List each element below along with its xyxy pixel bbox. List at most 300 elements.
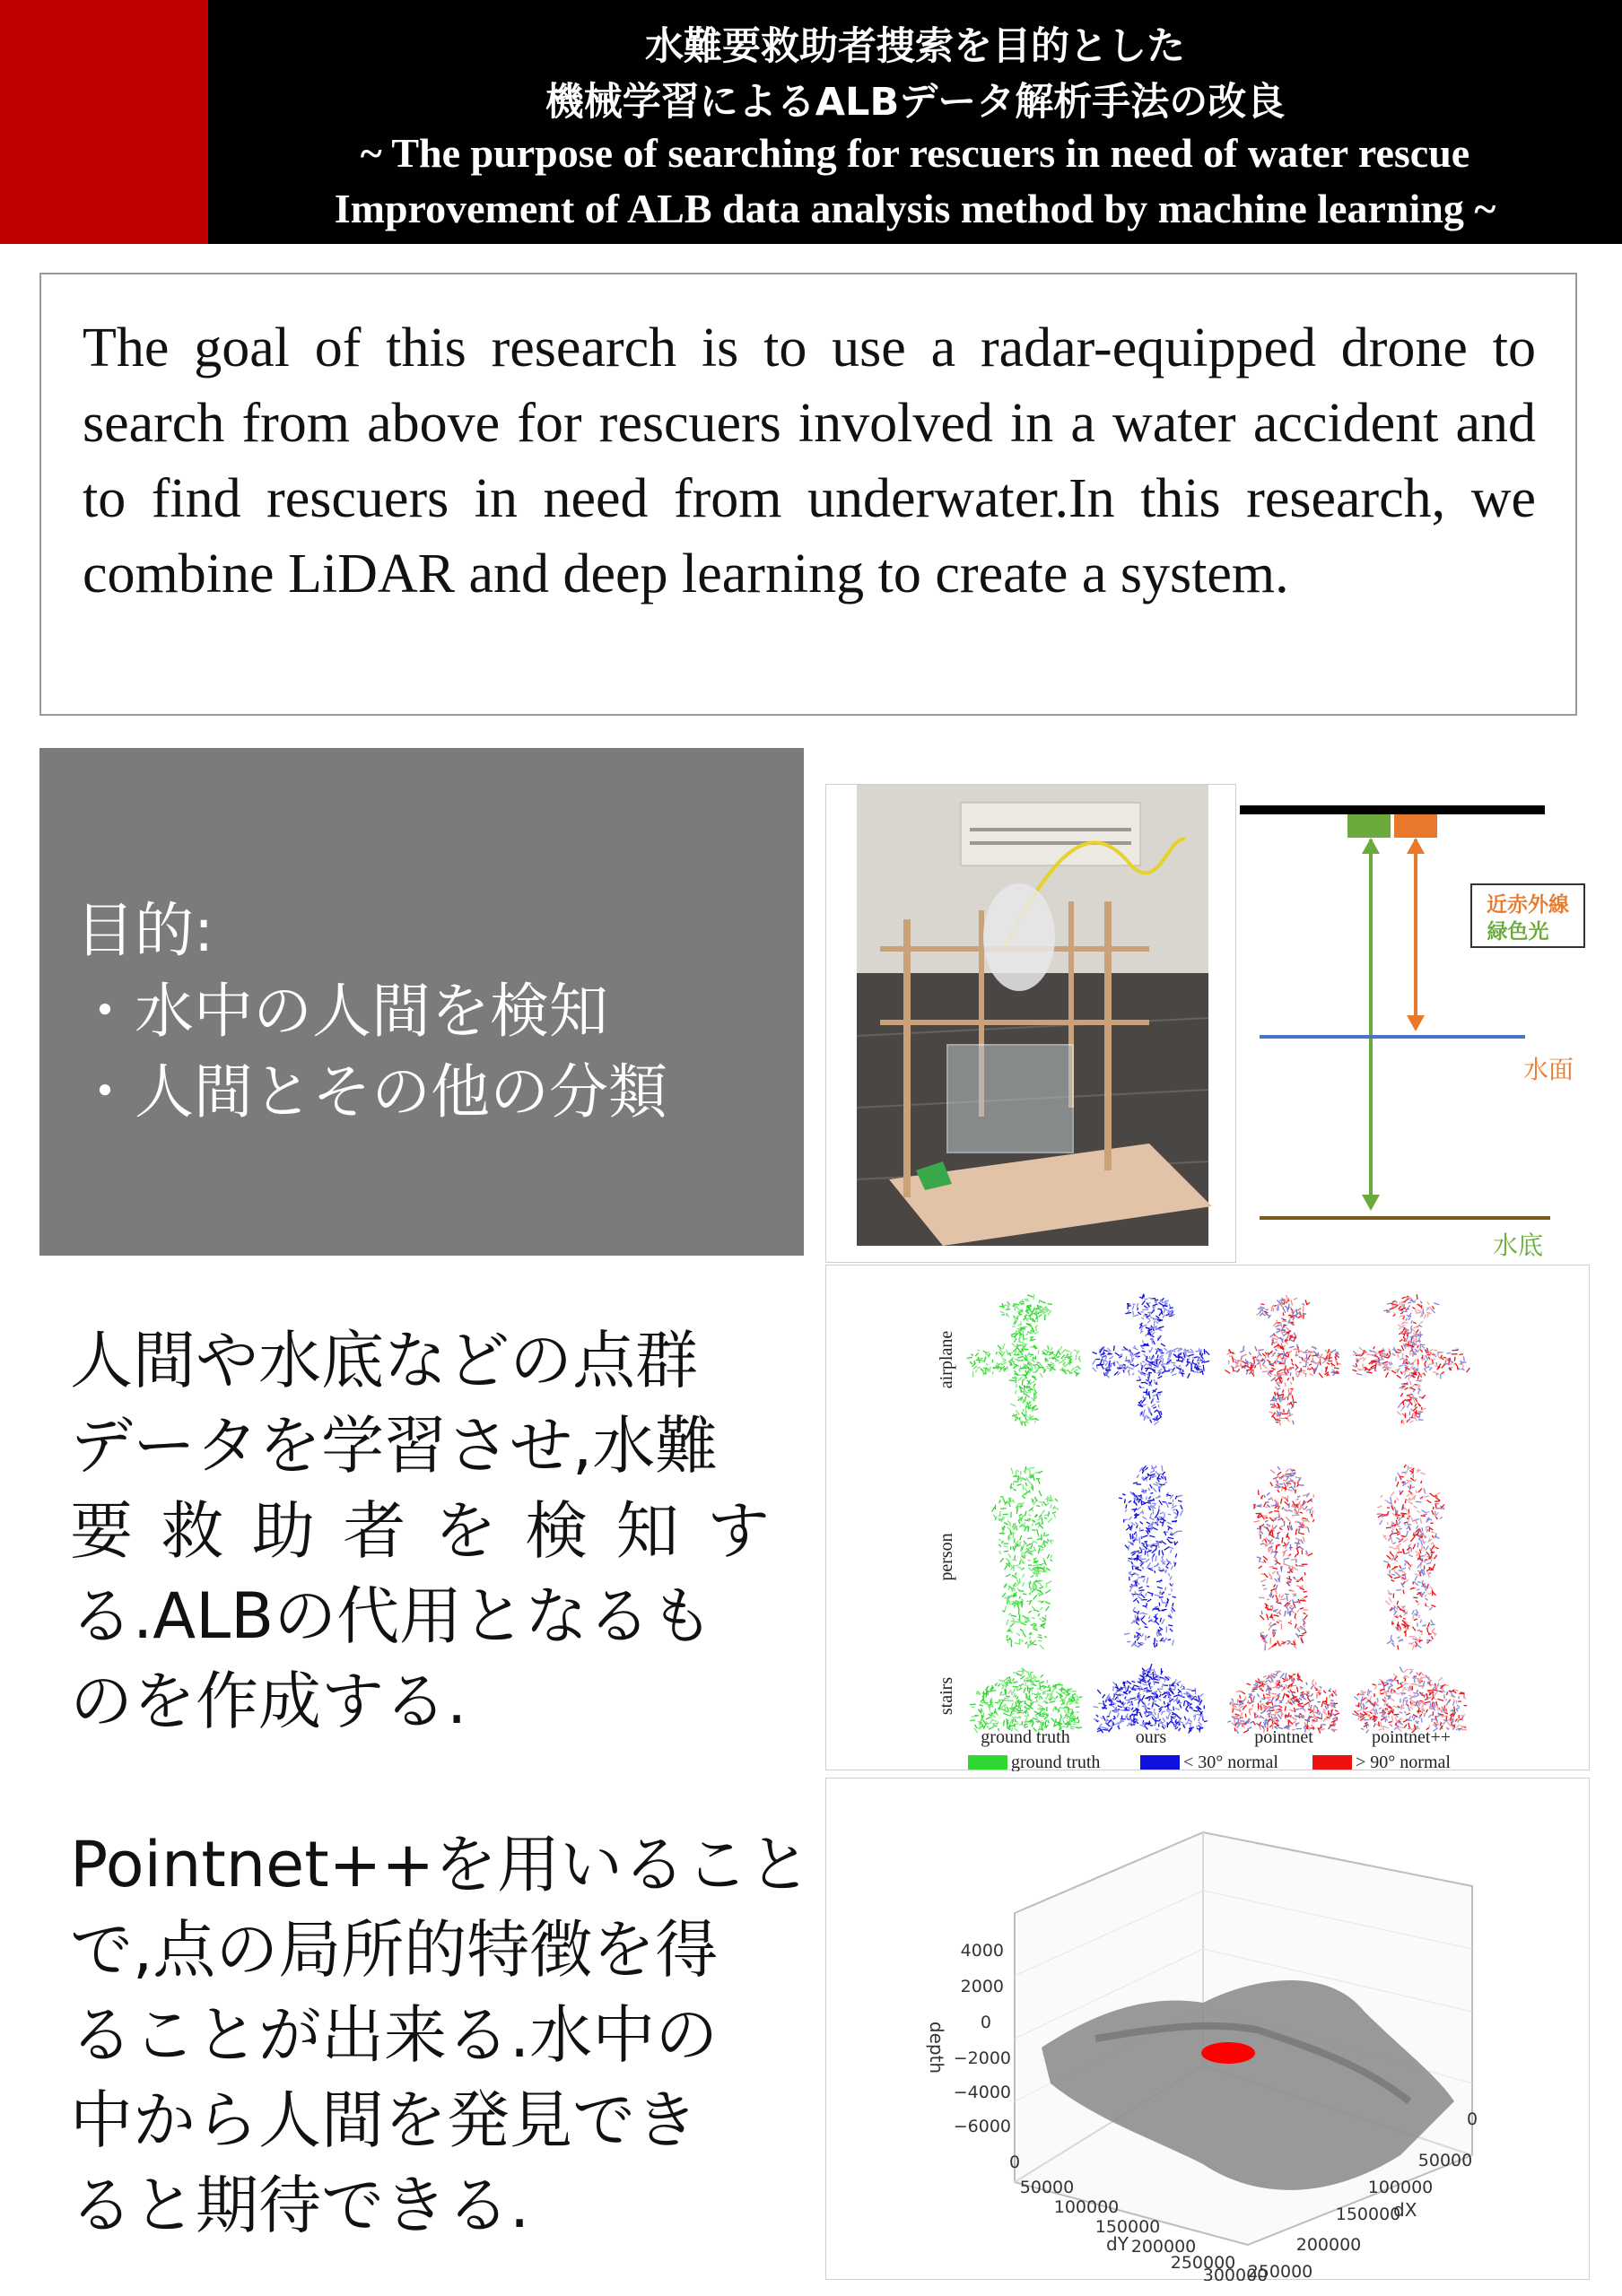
point-normal-mark [1420,1300,1422,1303]
point-normal-mark [1419,1420,1424,1421]
point-normal-mark [1403,1317,1405,1319]
point-normal-mark [1023,1544,1024,1548]
point-normal-mark [1194,1368,1199,1369]
point-normal-mark [1144,1688,1148,1690]
point-normal-mark [1289,1339,1294,1342]
point-normal-mark [1436,1362,1437,1365]
point-normal-mark [1158,1369,1163,1371]
point-normal-mark [1279,1476,1281,1479]
point-normal-mark [1279,1613,1281,1615]
point-normal-mark [1406,1713,1410,1715]
point-normal-mark [1143,1535,1148,1537]
point-normal-mark [1025,1466,1026,1472]
point-normal-mark [1432,1605,1436,1607]
point-normal-mark [1294,1509,1295,1511]
point-normal-mark [1435,1555,1437,1559]
point-normal-mark [1263,1556,1268,1560]
point-normal-mark [1422,1544,1423,1550]
point-normal-mark [1143,1684,1148,1685]
point-normal-mark [1142,1695,1145,1700]
abstract-box [39,273,1577,716]
point-normal-mark [1432,1628,1435,1631]
point-normal-mark [1142,1517,1147,1519]
point-normal-mark [1181,1505,1182,1509]
point-normal-mark [1264,1495,1265,1498]
point-normal-mark [1154,1418,1158,1419]
point-normal-mark [1403,1676,1408,1678]
point-normal-mark [1277,1383,1280,1387]
point-normal-mark [1030,1316,1031,1319]
point-normal-mark [1420,1321,1423,1323]
point-normal-mark [1125,1499,1126,1503]
point-normal-mark [1418,1489,1422,1493]
point-normal-mark [1366,1730,1369,1734]
point-normal-mark [1061,1687,1062,1692]
point-normal-mark [1033,1644,1037,1645]
point-normal-mark [1142,1673,1145,1674]
point-normal-mark [1297,1496,1300,1498]
point-normal-mark [1294,1577,1295,1579]
point-normal-mark [1321,1701,1323,1708]
point-normal-mark [1403,1669,1408,1673]
point-normal-mark [1281,1343,1282,1346]
point-normal-mark [1126,1356,1127,1361]
point-normal-mark [1418,1708,1419,1714]
point-normal-mark [1406,1579,1408,1582]
point-normal-mark [1411,1468,1414,1470]
point-normal-mark [1056,1696,1059,1699]
point-normal-mark [1269,1370,1274,1371]
point-normal-mark [1010,1404,1016,1406]
point-normal-mark [1308,1553,1313,1556]
point-normal-mark [1159,1597,1164,1598]
point-normal-mark [1016,1509,1017,1515]
point-normal-mark [1238,1719,1239,1725]
point-normal-mark [1415,1418,1417,1422]
point-normal-mark [1003,1498,1006,1503]
point-normal-mark [1157,1376,1162,1378]
point-normal-mark [1040,1618,1042,1620]
point-normal-mark [1294,1646,1296,1648]
point-normal-mark [1417,1543,1418,1547]
point-normal-mark [1094,1707,1099,1708]
point-normal-mark [1165,1364,1168,1365]
point-normal-mark [1150,1493,1153,1494]
point-normal-mark [1295,1564,1297,1566]
point-normal-mark [1410,1471,1413,1473]
point-normal-mark [1168,1625,1173,1626]
point-normal-mark [1102,1708,1107,1709]
point-normal-mark [1266,1718,1267,1725]
point-normal-mark [1391,1580,1395,1582]
point-normal-mark [1164,1309,1165,1313]
point-normal-mark [1426,1500,1431,1503]
point-normal-mark [1275,1361,1276,1363]
point-normal-mark [1133,1539,1136,1542]
point-normal-mark [1126,1527,1129,1530]
row-label-person: person [937,1533,956,1581]
point-normal-mark [1408,1501,1413,1504]
point-normal-mark [1186,1364,1189,1367]
point-normal-mark [1139,1695,1140,1700]
point-normal-mark [1436,1517,1438,1519]
point-normal-mark [1138,1496,1143,1499]
point-normal-mark [1260,1700,1261,1703]
point-normal-mark [1127,1707,1130,1709]
point-normal-mark [1021,1413,1025,1417]
point-normal-mark [1273,1630,1277,1631]
point-normal-mark [1156,1395,1158,1401]
point-normal-mark [1285,1382,1286,1386]
point-normal-mark [1007,1502,1010,1504]
point-normal-mark [1286,1374,1288,1375]
point-normal-mark [1399,1327,1400,1329]
point-normal-mark [1010,1623,1014,1627]
point-normal-mark [1412,1368,1416,1370]
point-normal-mark [1432,1510,1434,1515]
point-normal-mark [1328,1349,1330,1353]
point-normal-mark [1096,1366,1097,1369]
point-normal-mark [1283,1390,1284,1393]
point-normal-mark [977,1350,980,1351]
point-normal-mark [1261,1705,1262,1710]
point-normal-mark [1044,1715,1049,1719]
point-normal-mark [1395,1616,1398,1618]
point-normal-mark [1315,1354,1318,1355]
point-normal-mark [1000,1700,1004,1705]
point-normal-mark [1011,1358,1014,1359]
point-normal-mark [1412,1716,1413,1718]
point-normal-mark [1050,1687,1051,1692]
point-normal-mark [1267,1527,1269,1532]
point-normal-mark [1397,1412,1400,1415]
point-normal-mark [1461,1369,1465,1370]
point-normal-mark [1402,1420,1404,1424]
point-normal-mark [1142,1361,1145,1362]
point-normal-mark [1038,1545,1043,1547]
point-normal-mark [1426,1562,1431,1563]
point-normal-mark [1409,1387,1415,1390]
point-normal-mark [1271,1368,1276,1370]
point-normal-mark [1008,1690,1012,1694]
point-normal-mark [1240,1350,1244,1352]
point-normal-mark [1026,1544,1030,1547]
point-normal-mark [1275,1325,1280,1326]
water-bottom-label: 水底 [1493,1231,1544,1260]
point-normal-mark [1045,1535,1049,1536]
point-normal-mark [1039,1637,1042,1638]
point-normal-mark [1155,1718,1156,1721]
point-normal-mark [1167,1522,1172,1524]
point-normal-mark [1397,1686,1402,1689]
point-normal-mark [1148,1298,1152,1300]
point-normal-mark [1062,1359,1066,1361]
point-normal-mark [1279,1595,1280,1597]
point-normal-mark [1148,1377,1149,1380]
point-normal-mark [1427,1302,1429,1305]
point-normal-mark [1323,1691,1326,1693]
point-normal-mark [1201,1370,1205,1371]
point-normal-mark [1298,1628,1304,1630]
point-normal-mark [1297,1703,1303,1705]
point-normal-mark [1063,1720,1065,1724]
point-normal-mark [1001,1688,1004,1689]
point-normal-mark [1025,1703,1029,1706]
point-normal-mark [1158,1699,1161,1700]
point-normal-mark [967,1357,972,1358]
point-normal-mark [1280,1526,1284,1527]
point-normal-mark [1440,1517,1443,1518]
point-normal-mark [1157,1479,1159,1482]
point-normal-mark [1231,1366,1234,1368]
point-normal-mark [1413,1470,1414,1474]
point-normal-mark [1149,1616,1150,1620]
point-normal-mark [1015,1482,1017,1483]
point-normal-mark [1035,1365,1036,1370]
point-normal-mark [1148,1407,1150,1413]
point-normal-mark [1420,1350,1423,1352]
point-normal-mark [1304,1615,1308,1620]
point-normal-mark [1138,1611,1139,1614]
point-normal-mark [1115,1352,1120,1355]
point-normal-mark [1040,1373,1042,1378]
point-normal-mark [1158,1509,1160,1513]
point-normal-mark [1028,1611,1032,1613]
point-normal-mark [1382,1516,1388,1517]
point-normal-mark [1158,1517,1164,1518]
point-normal-mark [1033,1294,1034,1300]
point-normal-mark [1175,1553,1177,1557]
point-normal-mark [1011,1468,1013,1474]
point-normal-mark [1380,1520,1382,1525]
legend-nir-label: 近赤外線 [1487,893,1569,917]
point-normal-mark [1403,1539,1408,1543]
point-normal-mark [1253,1696,1254,1700]
point-normal-mark [1404,1365,1408,1368]
point-normal-mark [1142,1492,1146,1493]
point-normal-mark [1153,1674,1154,1677]
point-normal-mark [1426,1546,1428,1551]
point-normal-mark [1093,1360,1095,1365]
point-normal-mark [1167,1691,1169,1697]
point-normal-mark [1143,1325,1147,1326]
point-normal-mark [1396,1517,1401,1518]
point-normal-mark [1182,1370,1183,1372]
point-normal-mark [1318,1352,1319,1356]
point-normal-mark [1446,1352,1451,1353]
point-normal-mark [1264,1311,1268,1313]
point-normal-mark [1296,1586,1302,1587]
point-normal-mark [1298,1706,1304,1707]
point-normal-mark [1456,1729,1459,1730]
point-normal-mark [1040,1585,1043,1587]
point-normal-mark [1025,1334,1028,1335]
point-normal-mark [1022,1562,1025,1564]
point-normal-mark [1163,1718,1165,1721]
point-normal-mark [1023,1582,1025,1587]
point-normal-mark [1199,1722,1202,1726]
point-normal-mark [1007,1620,1008,1626]
point-normal-mark [999,1363,1002,1364]
point-normal-mark [1417,1380,1422,1381]
point-normal-mark [1147,1522,1150,1524]
point-normal-mark [1143,1476,1145,1481]
point-normal-mark [1173,1531,1178,1534]
point-normal-mark [1404,1711,1406,1713]
point-normal-mark [1456,1349,1459,1350]
point-normal-mark [1294,1298,1297,1300]
point-normal-mark [1288,1510,1292,1512]
point-normal-mark [1033,1542,1037,1544]
point-normal-mark [1390,1564,1391,1568]
point-normal-mark [1456,1709,1458,1712]
point-normal-mark [1413,1614,1414,1619]
point-normal-mark [1265,1539,1267,1544]
point-normal-mark [1034,1711,1039,1714]
point-normal-mark [1166,1502,1168,1508]
point-normal-mark [1137,1380,1141,1381]
point-normal-mark [1300,1587,1304,1589]
point-normal-mark [1400,1615,1402,1618]
point-normal-mark [1166,1710,1169,1712]
point-normal-mark [1447,1722,1451,1726]
point-normal-mark [1265,1352,1267,1355]
paragraph-2-line: ることが出来る.水中の [70,1998,719,2072]
point-normal-mark [1315,1690,1318,1691]
point-normal-mark [1013,1524,1015,1528]
point-normal-mark [1392,1706,1398,1708]
point-normal-mark [1402,1571,1406,1575]
point-normal-mark [1394,1577,1400,1578]
point-normal-mark [1407,1524,1411,1526]
point-normal-mark [1161,1721,1164,1726]
point-normal-mark [1139,1400,1141,1402]
point-normal-mark [1050,1701,1056,1703]
point-normal-mark [1051,1504,1052,1508]
point-normal-mark [1153,1341,1155,1345]
point-normal-mark [999,1694,1006,1695]
setup-photo [826,785,1237,1264]
point-normal-mark [1032,1339,1036,1341]
point-normal-mark [1131,1561,1133,1564]
point-normal-mark [1311,1693,1313,1696]
point-normal-mark [1164,1348,1168,1351]
point-normal-mark [1158,1543,1159,1548]
point-normal-mark [1029,1467,1035,1468]
point-normal-mark [1020,1629,1024,1631]
point-normal-mark [1424,1496,1429,1497]
point-normal-mark [1069,1702,1073,1705]
point-normal-mark [1436,1512,1439,1516]
point-normal-mark [1399,1306,1401,1309]
point-normal-mark [1304,1628,1306,1632]
point-normal-mark [1136,1364,1139,1367]
point-normal-mark [1274,1511,1279,1512]
point-normal-mark [1126,1504,1127,1509]
point-normal-mark [1007,1599,1010,1605]
point-normal-mark [1400,1712,1403,1713]
point-normal-mark [998,1683,1000,1686]
point-normal-mark [1453,1701,1454,1706]
point-normal-mark [1134,1551,1139,1552]
point-normal-mark [1062,1716,1066,1719]
point-normal-mark [1418,1700,1419,1705]
point-normal-mark [1261,1699,1265,1700]
point-normal-mark [1330,1700,1334,1701]
point-normal-mark [1408,1486,1410,1489]
point-normal-mark [1139,1537,1140,1544]
point-normal-mark [1076,1354,1077,1360]
point-normal-mark [1433,1306,1435,1309]
point-normal-mark [1071,1368,1074,1371]
point-normal-mark [989,1353,990,1357]
point-normal-mark [1043,1542,1045,1547]
point-normal-mark [1030,1592,1031,1595]
purpose-box [39,748,804,1256]
point-normal-mark [1278,1714,1281,1718]
point-normal-mark [1423,1309,1424,1315]
point-normal-mark [1025,1511,1026,1517]
point-normal-mark [1172,1351,1175,1352]
point-normal-mark [1031,1381,1035,1383]
point-normal-mark [1051,1689,1054,1693]
point-normal-mark [1429,1363,1435,1365]
point-normal-mark [1288,1411,1289,1414]
point-normal-mark [1273,1322,1277,1326]
point-normal-mark [1175,1496,1177,1500]
point-normal-mark [1305,1300,1307,1305]
point-normal-mark [1025,1483,1027,1486]
point-normal-mark [1411,1413,1414,1415]
point-normal-mark [1285,1594,1289,1595]
point-normal-mark [1078,1697,1082,1698]
point-normal-mark [1389,1597,1391,1603]
point-normal-mark [1251,1696,1252,1701]
point-normal-mark [1456,1725,1460,1728]
point-normal-mark [1395,1369,1400,1371]
point-normal-mark [1375,1363,1376,1369]
point-normal-mark [1419,1572,1421,1576]
point-normal-mark [1149,1327,1155,1328]
point-normal-mark [1400,1666,1402,1672]
point-normal-mark [1034,1378,1036,1380]
point-normal-mark [1285,1360,1286,1365]
point-normal-mark [1175,1542,1178,1545]
point-normal-mark [1417,1309,1421,1311]
point-normal-mark [1431,1532,1435,1533]
point-normal-mark [1198,1709,1202,1714]
point-normal-mark [1412,1308,1415,1309]
point-normal-mark [1109,1727,1112,1732]
point-normal-mark [1403,1618,1406,1619]
point-normal-mark [1425,1701,1431,1702]
point-normal-mark [1006,1639,1010,1640]
point-normal-mark [1393,1674,1396,1676]
point-normal-mark [1293,1470,1295,1471]
point-normal-mark [1398,1404,1401,1408]
point-normal-mark [1045,1361,1048,1362]
point-normal-mark [1415,1574,1420,1576]
point-normal-mark [1169,1310,1170,1316]
point-normal-mark [1155,1351,1157,1354]
point-normal-mark [1047,1554,1050,1559]
point-normal-mark [1233,1368,1234,1372]
point-normal-mark [1383,1561,1389,1563]
point-normal-mark [974,1725,976,1728]
point-normal-mark [1278,1490,1279,1492]
point-normal-mark [1118,1706,1122,1708]
point-normal-mark [1113,1698,1114,1701]
